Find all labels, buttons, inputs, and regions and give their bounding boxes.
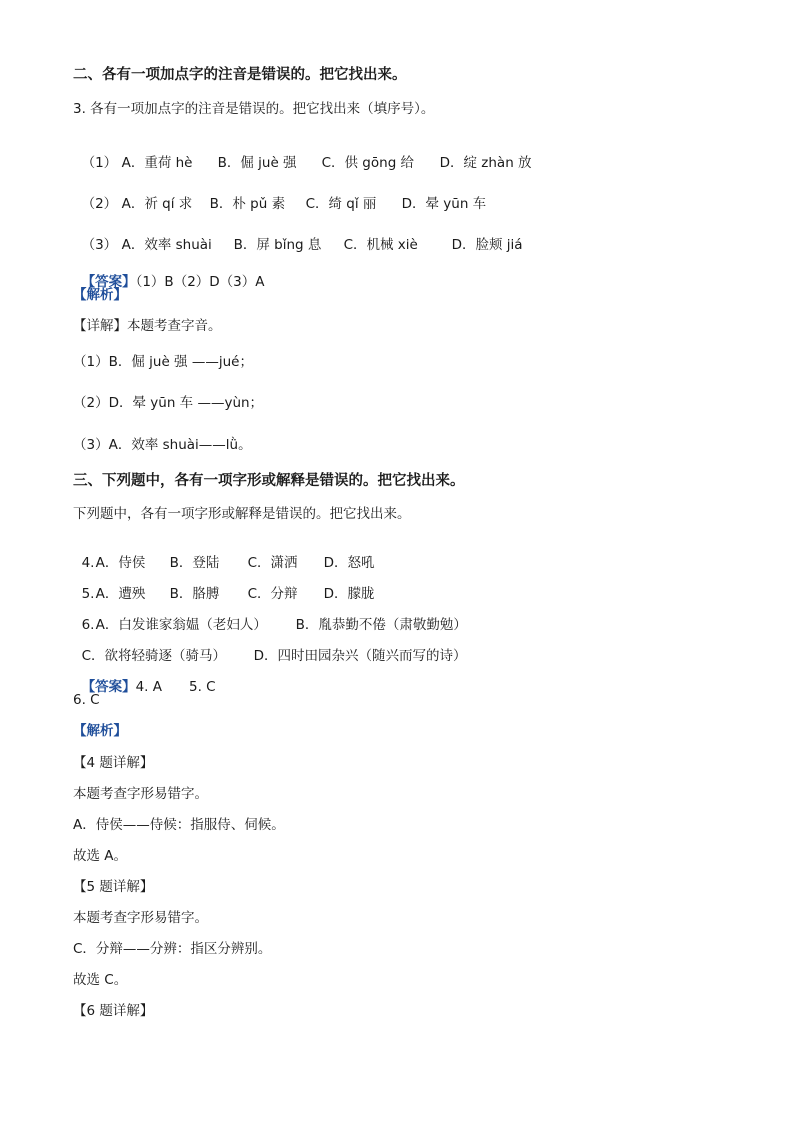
option-b: B．胤恭勤不倦（肃敬勤勉） [295,617,467,633]
detail-5-line-2: C．分辩——分辨：指区分辨别。 [73,941,272,957]
detail-4-line-2: A．侍侯——侍候：指服侍、伺候。 [73,817,285,833]
question-3-row-1 [73,136,532,172]
option-b: B．屏 bǐng 息 [233,237,322,253]
question-number: 6. [81,617,95,633]
explanation-2: （2）D．晕 yūn 车 ——yùn； [73,395,264,411]
option-a: A．效率 shuài [121,237,212,253]
question-3-row-3 [73,218,523,254]
option-c: C．供 gōng 给 [321,155,415,171]
option-d: D．晕 yūn 车 [401,196,487,212]
detail-5-line-3: 故选 C。 [73,972,128,988]
question-3-row-2 [73,177,486,213]
analysis-tag-1: 【解析】 [73,287,127,303]
detail-4-title: 【4 题详解】 [73,755,154,771]
explanation-3: （3）A．效率 shuài——lǜ。 [73,437,252,453]
row-number: （1） [81,155,118,171]
row-number: （2） [81,196,118,212]
option-d: D．怒吼 [323,555,375,571]
answer-text: 4. A 5. C [135,679,216,695]
option-a: A．侍侯 [95,555,146,571]
option-b: B．胳膊 [169,586,220,602]
option-b: B．倔 juè 强 [217,155,297,171]
detail-5-title: 【5 题详解】 [73,879,154,895]
option-a: A．白发谁家翁媪（老妇人） [95,617,267,633]
detail-line: 【详解】本题考查字音。 [73,318,222,334]
question-number: 4. [81,555,95,571]
option-c: C．分辩 [247,586,298,602]
section-2-heading: 二、各有一项加点字的注音是错误的。把它找出来。 [73,67,407,83]
option-a: A．重荷 hè [121,155,193,171]
option-a: A．祈 qí 求 [121,196,193,212]
option-d: D．朦胧 [323,586,375,602]
detail-4-line-1: 本题考查字形易错字。 [73,786,208,802]
analysis-tag-2: 【解析】 [73,723,127,739]
option-b: B．登陆 [169,555,220,571]
option-d: D．脸颊 jiá [451,237,523,253]
detail-6-title: 【6 题详解】 [73,1003,154,1019]
row-number: （3） [81,237,118,253]
option-d: D．四时田园杂兴（随兴而写的诗） [253,648,467,664]
answer-6: 6. C [73,692,100,708]
answer-tag: 【答案】 [81,274,136,290]
answer-tag: 【答案】 [81,679,136,695]
answer-text: （1）B（2）D（3）A [135,274,265,290]
explanation-1: （1）B．倔 juè 强 ——jué； [73,354,253,370]
section-3-heading: 三、下列题中，各有一项字形或解释是错误的。把它找出来。 [73,473,465,489]
question-number: 5. [81,586,95,602]
option-c: C．潇洒 [247,555,298,571]
detail-5-line-1: 本题考查字形易错字。 [73,910,208,926]
option-a: A．遭殃 [95,586,146,602]
option-c: C．绮 qǐ 丽 [305,196,377,212]
question-3-prompt: 3. 各有一项加点字的注音是错误的。把它找出来（填序号）。 [73,101,435,117]
option-c: C．机械 xiè [343,237,418,253]
section-3-intro: 下列题中，各有一项字形或解释是错误的。把它找出来。 [73,506,411,522]
option-d: D．绽 zhàn 放 [439,155,532,171]
option-c: C．欲将轻骑逐（骑马） [81,648,227,664]
option-b: B．朴 pǔ 素 [209,196,286,212]
detail-4-line-3: 故选 A。 [73,848,128,864]
